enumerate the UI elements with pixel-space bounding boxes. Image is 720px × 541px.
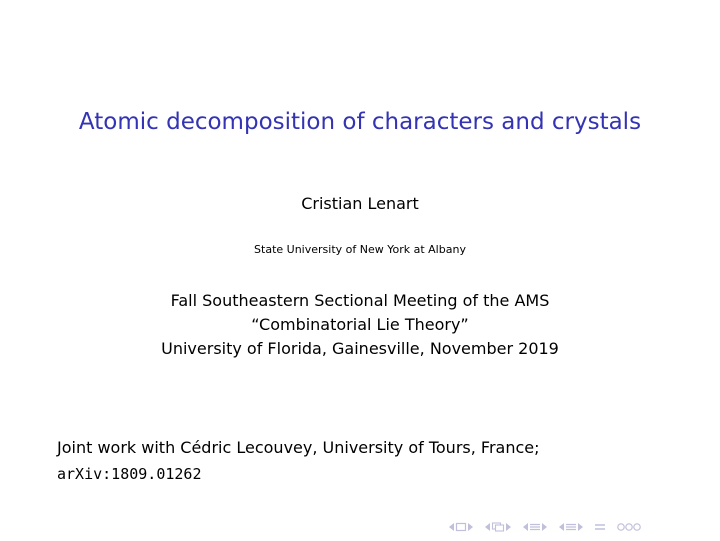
slide-icon xyxy=(565,522,577,532)
slide-prev-icon[interactable] xyxy=(558,522,565,532)
frame-prev-icon[interactable] xyxy=(448,522,455,532)
joint-work-note xyxy=(57,434,540,488)
navigation-bar xyxy=(448,520,652,534)
arxiv-reference: arXiv:1809.01262 xyxy=(57,465,202,483)
meeting-line: “Combinatorial Lie Theory” xyxy=(251,315,469,334)
slide-next-icon[interactable] xyxy=(577,522,584,532)
section-next-icon[interactable] xyxy=(541,522,548,532)
institute: State University of New York at Albany xyxy=(254,243,466,256)
slide-title: Atomic decomposition of characters and crystals xyxy=(78,109,642,135)
meeting-line: Fall Southeastern Sectional Meeting of the AMS xyxy=(170,291,550,310)
author-name: Cristian Lenart xyxy=(301,194,419,213)
frame-icon xyxy=(455,522,467,532)
subsection-next-icon[interactable] xyxy=(505,522,512,532)
frame-next-icon[interactable] xyxy=(467,522,474,532)
subsection-prev-icon[interactable] xyxy=(484,522,491,532)
section-icon xyxy=(529,522,541,532)
joint-work-text: Joint work with Cédric Lecouvey, University of Tours, France; xyxy=(57,438,540,457)
subsection-icon xyxy=(491,522,505,532)
section-prev-icon[interactable] xyxy=(522,522,529,532)
meeting-info xyxy=(0,289,720,361)
align-icon[interactable] xyxy=(594,522,606,532)
search-icon[interactable] xyxy=(616,521,642,533)
meeting-line: University of Florida, Gainesville, November 2019 xyxy=(161,339,559,358)
